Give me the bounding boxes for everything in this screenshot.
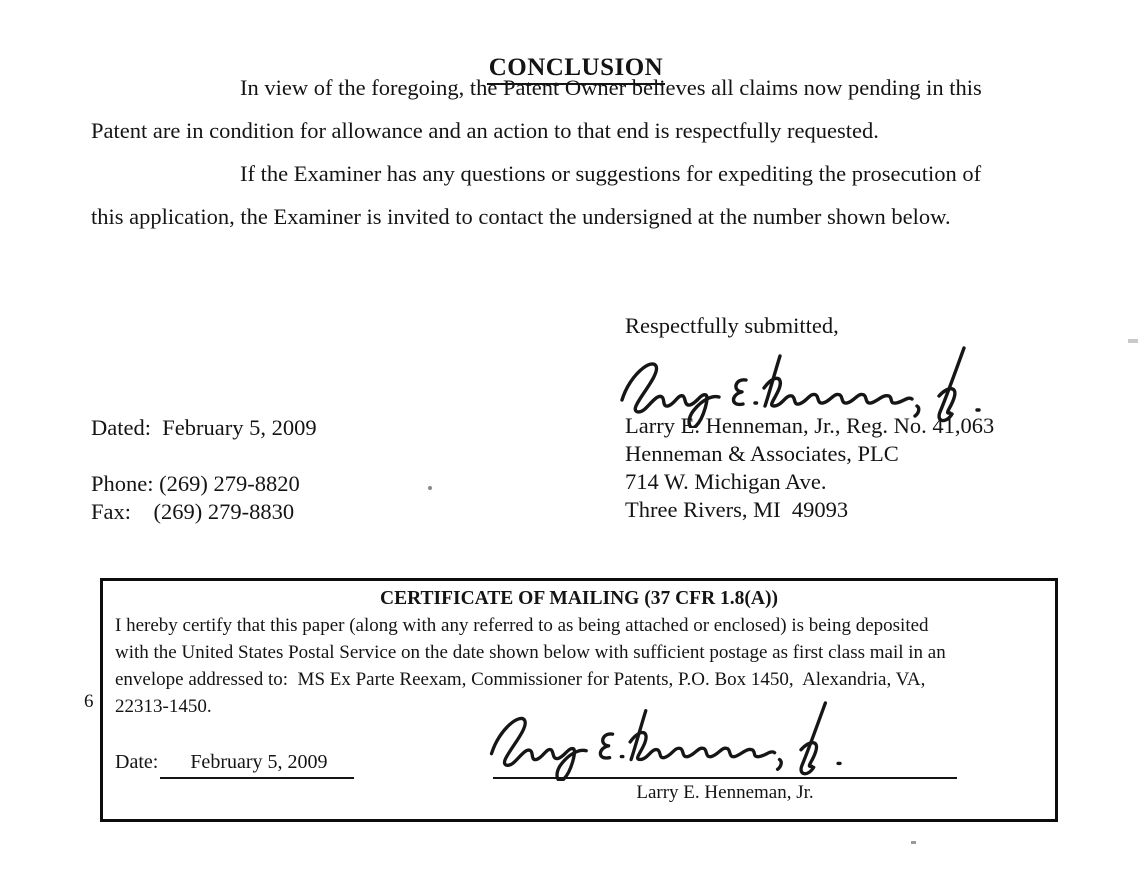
certificate-signer-name: Larry E. Henneman, Jr.: [636, 782, 814, 803]
certificate-body-line: I hereby certify that this paper (along with any referred to as being attached or enclosed) is being deposited: [115, 615, 929, 636]
closing-line: Respectfully submitted,: [625, 313, 839, 338]
signer-firm-line: Henneman & Associates, PLC: [625, 441, 899, 466]
fax-line: Fax: (269) 279-8830: [91, 499, 295, 524]
scan-artifact: [1128, 339, 1138, 343]
paragraph-line: If the Examiner has any questions or suggestions for expediting the prosecution of: [240, 161, 982, 186]
scan-artifact: [428, 486, 432, 490]
dated-line: Dated: February 5, 2009: [91, 415, 317, 440]
page-title: CONCLUSION: [487, 54, 665, 85]
signer-name-line: Larry E. Henneman, Jr., Reg. No. 41,063: [625, 413, 995, 438]
certificate-date-value: February 5, 2009: [160, 751, 353, 779]
phone-line: Phone: (269) 279-8820: [91, 471, 300, 496]
certificate-body-line: 22313-1450.: [115, 696, 212, 717]
certificate-body-line: envelope addressed to: MS Ex Parte Reexam, Commissioner for Patents, P.O. Box 1450, Alexandria, VA,: [115, 669, 926, 690]
certificate-date-row: [115, 751, 354, 779]
certificate-signature-image: [481, 699, 873, 781]
certificate-of-mailing-box: [100, 578, 1058, 822]
signer-street-line: 714 W. Michigan Ave.: [625, 469, 827, 494]
certificate-title: CERTIFICATE OF MAILING (37 CFR 1.8(A)): [380, 588, 778, 609]
signature-line: [493, 777, 957, 779]
paragraph-line: In view of the foregoing, the Patent Owner believes all claims now pending in this: [240, 75, 982, 100]
paragraph-line: Patent are in condition for allowance and an action to that end is respectfully requested.: [91, 118, 879, 143]
certificate-date-label: Date:: [115, 751, 159, 773]
scan-artifact: [911, 841, 916, 844]
certificate-body-line: with the United States Postal Service on the date shown below with sufficient postage as first class mail in an: [115, 642, 946, 663]
paragraph-line: this application, the Examiner is invited to contact the undersigned at the number shown below.: [91, 204, 951, 229]
page-margin-number: 6: [84, 691, 94, 712]
signer-city-line: Three Rivers, MI 49093: [625, 497, 849, 522]
